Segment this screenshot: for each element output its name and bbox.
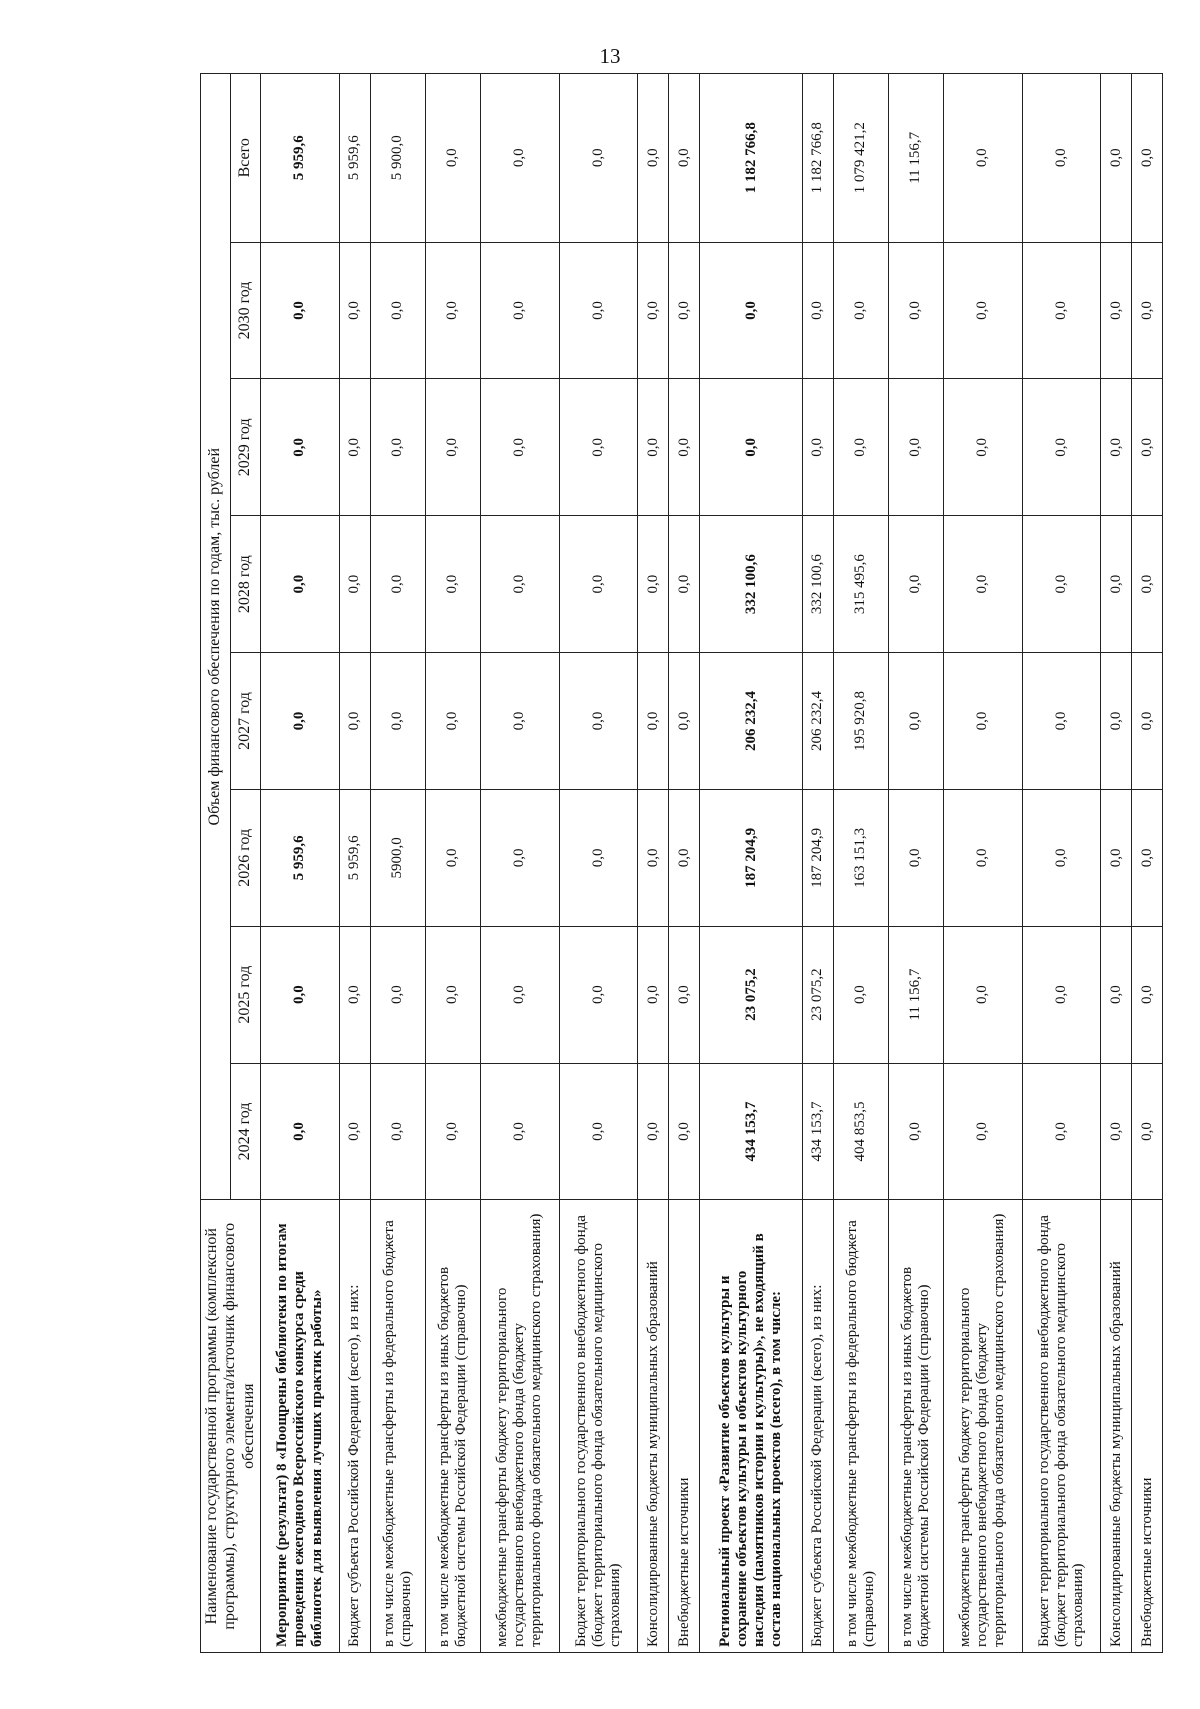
value-cell: 0,0 — [1022, 379, 1101, 516]
value-cell: 0,0 — [833, 379, 888, 516]
rotated-table-area — [200, 73, 1155, 1653]
header-year-2028: 2028 год — [231, 516, 261, 653]
value-cell: 0,0 — [1022, 516, 1101, 653]
value-cell: 0,0 — [669, 926, 700, 1063]
value-cell: 0,0 — [340, 1063, 371, 1200]
value-cell: 0,0 — [638, 789, 669, 926]
value-cell: 0,0 — [370, 1063, 425, 1200]
value-cell: 0,0 — [559, 789, 638, 926]
table-row — [480, 74, 559, 1653]
value-cell: 0,0 — [425, 516, 480, 653]
value-cell: 0,0 — [1022, 242, 1101, 379]
value-cell: 0,0 — [888, 653, 943, 790]
value-cell: 434 153,7 — [700, 1063, 803, 1200]
value-cell: 0,0 — [559, 74, 638, 243]
value-cell: 0,0 — [340, 516, 371, 653]
table-body — [261, 74, 1163, 1653]
value-cell: 0,0 — [1132, 74, 1163, 243]
rotated-table-wrapper — [200, 73, 1155, 1653]
value-cell: 332 100,6 — [803, 516, 834, 653]
table-row — [261, 74, 340, 1653]
row-name-cell: Внебюджетные источники — [1132, 1200, 1163, 1653]
value-cell: 23 075,2 — [700, 926, 803, 1063]
value-cell: 0,0 — [559, 926, 638, 1063]
value-cell: 0,0 — [669, 74, 700, 243]
value-cell: 0,0 — [943, 1063, 1022, 1200]
value-cell: 0,0 — [669, 1063, 700, 1200]
value-cell: 5900,0 — [370, 789, 425, 926]
value-cell: 0,0 — [943, 926, 1022, 1063]
value-cell: 0,0 — [370, 653, 425, 790]
value-cell: 0,0 — [833, 242, 888, 379]
header-name-cell: Наименование государственной программы (комплексной программы), структурного элемента/источник финансового обеспечения — [201, 1200, 261, 1653]
value-cell: 0,0 — [480, 516, 559, 653]
value-cell: 0,0 — [1022, 74, 1101, 243]
value-cell: 0,0 — [480, 926, 559, 1063]
row-name-cell: межбюджетные трансферты бюджету территориального государственного внебюджетного фонда (бюджету территориального фонда обязательного медицинского страхования) — [943, 1200, 1022, 1653]
value-cell: 0,0 — [261, 653, 340, 790]
value-cell: 0,0 — [1022, 926, 1101, 1063]
value-cell: 0,0 — [943, 789, 1022, 926]
value-cell: 0,0 — [1132, 653, 1163, 790]
header-year-2024: 2024 год — [231, 1063, 261, 1200]
value-cell: 0,0 — [669, 516, 700, 653]
value-cell: 0,0 — [480, 789, 559, 926]
value-cell: 0,0 — [943, 74, 1022, 243]
row-name-cell: Мероприятие (результат) 8 «Поощрены библиотеки по итогам проведения ежегодного Всероссийского конкурса среди библиотек для выявления лучших практик работы» — [261, 1200, 340, 1653]
value-cell: 0,0 — [340, 926, 371, 1063]
value-cell: 0,0 — [1101, 926, 1132, 1063]
value-cell: 0,0 — [559, 242, 638, 379]
value-cell: 163 151,3 — [833, 789, 888, 926]
value-cell: 5 959,6 — [340, 789, 371, 926]
value-cell: 0,0 — [1022, 789, 1101, 926]
header-row-group — [201, 74, 231, 1653]
value-cell: 0,0 — [261, 516, 340, 653]
value-cell: 315 495,6 — [833, 516, 888, 653]
value-cell: 1 182 766,8 — [700, 74, 803, 243]
row-name-cell: Бюджет субъекта Российской Федерации (всего), из них: — [340, 1200, 371, 1653]
value-cell: 0,0 — [888, 1063, 943, 1200]
value-cell: 23 075,2 — [803, 926, 834, 1063]
value-cell: 0,0 — [803, 379, 834, 516]
value-cell: 0,0 — [1022, 1063, 1101, 1200]
value-cell: 0,0 — [261, 242, 340, 379]
value-cell: 11 156,7 — [888, 926, 943, 1063]
value-cell: 206 232,4 — [700, 653, 803, 790]
value-cell: 0,0 — [261, 379, 340, 516]
value-cell: 0,0 — [480, 1063, 559, 1200]
value-cell: 0,0 — [425, 242, 480, 379]
table-row — [1132, 74, 1163, 1653]
table-row — [833, 74, 888, 1653]
value-cell: 0,0 — [370, 926, 425, 1063]
value-cell: 0,0 — [559, 379, 638, 516]
value-cell: 0,0 — [669, 242, 700, 379]
value-cell: 0,0 — [340, 242, 371, 379]
value-cell: 332 100,6 — [700, 516, 803, 653]
row-name-cell: Региональный проект «Развитие объектов культуры и сохранение объектов культуры и объектов культурного наследия (памятников истории и культуры)», не входящий в состав национальных проектов (всего), в том числе: — [700, 1200, 803, 1653]
value-cell: 0,0 — [1132, 516, 1163, 653]
row-name-cell: в том числе межбюджетные трансферты из иных бюджетов бюджетной системы Российской Федерации (справочно) — [888, 1200, 943, 1653]
value-cell: 0,0 — [669, 653, 700, 790]
value-cell: 187 204,9 — [700, 789, 803, 926]
table-row — [888, 74, 943, 1653]
value-cell: 0,0 — [1101, 242, 1132, 379]
row-name-cell: в том числе межбюджетные трансферты из федерального бюджета (справочно) — [370, 1200, 425, 1653]
value-cell: 0,0 — [425, 789, 480, 926]
value-cell: 0,0 — [370, 242, 425, 379]
value-cell: 0,0 — [1132, 1063, 1163, 1200]
row-name-cell: Бюджет территориального государственного внебюджетного фонда (бюджет территориального фонда обязательного медицинского страхования) — [1022, 1200, 1101, 1653]
value-cell: 0,0 — [638, 1063, 669, 1200]
row-name-cell: Внебюджетные источники — [669, 1200, 700, 1653]
value-cell: 11 156,7 — [888, 74, 943, 243]
value-cell: 0,0 — [888, 379, 943, 516]
value-cell: 206 232,4 — [803, 653, 834, 790]
row-name-cell: Консолидированные бюджеты муниципальных образований — [1101, 1200, 1132, 1653]
value-cell: 0,0 — [888, 789, 943, 926]
header-group-cell: Объем финансового обеспечения по годам, тыс. рублей — [201, 74, 231, 1200]
value-cell: 0,0 — [803, 242, 834, 379]
value-cell: 0,0 — [833, 926, 888, 1063]
table-row — [1101, 74, 1132, 1653]
value-cell: 0,0 — [669, 789, 700, 926]
table-row — [1022, 74, 1101, 1653]
value-cell: 0,0 — [340, 379, 371, 516]
value-cell: 5 959,6 — [340, 74, 371, 243]
value-cell: 0,0 — [1022, 653, 1101, 790]
value-cell: 1 182 766,8 — [803, 74, 834, 243]
value-cell: 0,0 — [943, 653, 1022, 790]
header-year-2025: 2025 год — [231, 926, 261, 1063]
value-cell: 0,0 — [1132, 789, 1163, 926]
row-name-cell: межбюджетные трансферты бюджету территориального государственного внебюджетного фонда (бюджету территориального фонда обязательного медицинского страхования) — [480, 1200, 559, 1653]
row-name-cell: Бюджет территориального государственного внебюджетного фонда (бюджет территориального фонда обязательного медицинского страхования) — [559, 1200, 638, 1653]
value-cell: 0,0 — [638, 653, 669, 790]
header-year-2029: 2029 год — [231, 379, 261, 516]
value-cell: 0,0 — [1101, 1063, 1132, 1200]
value-cell: 0,0 — [425, 379, 480, 516]
value-cell: 0,0 — [700, 242, 803, 379]
value-cell: 0,0 — [559, 1063, 638, 1200]
table-row — [638, 74, 669, 1653]
value-cell: 1 079 421,2 — [833, 74, 888, 243]
value-cell: 0,0 — [425, 926, 480, 1063]
value-cell: 0,0 — [559, 653, 638, 790]
value-cell: 0,0 — [370, 379, 425, 516]
value-cell: 0,0 — [261, 1063, 340, 1200]
row-name-cell: в том числе межбюджетные трансферты из федерального бюджета (справочно) — [833, 1200, 888, 1653]
value-cell: 0,0 — [425, 1063, 480, 1200]
value-cell: 5 900,0 — [370, 74, 425, 243]
value-cell: 0,0 — [700, 379, 803, 516]
value-cell: 0,0 — [1101, 516, 1132, 653]
table-row — [425, 74, 480, 1653]
value-cell: 5 959,6 — [261, 789, 340, 926]
table-row — [669, 74, 700, 1653]
header-year-2026: 2026 год — [231, 789, 261, 926]
value-cell: 0,0 — [638, 516, 669, 653]
value-cell: 0,0 — [888, 242, 943, 379]
table-row — [559, 74, 638, 1653]
value-cell: 0,0 — [943, 379, 1022, 516]
value-cell: 0,0 — [943, 516, 1022, 653]
value-cell: 0,0 — [638, 242, 669, 379]
table-row — [340, 74, 371, 1653]
row-name-cell: Консолидированные бюджеты муниципальных образований — [638, 1200, 669, 1653]
value-cell: 0,0 — [669, 379, 700, 516]
value-cell: 0,0 — [1101, 379, 1132, 516]
value-cell: 195 920,8 — [833, 653, 888, 790]
value-cell: 0,0 — [370, 516, 425, 653]
value-cell: 0,0 — [480, 653, 559, 790]
value-cell: 0,0 — [638, 379, 669, 516]
header-year-2027: 2027 год — [231, 653, 261, 790]
row-name-cell: Бюджет субъекта Российской Федерации (всего), из них: — [803, 1200, 834, 1653]
value-cell: 0,0 — [261, 926, 340, 1063]
value-cell: 0,0 — [943, 242, 1022, 379]
value-cell: 0,0 — [1132, 379, 1163, 516]
header-total: Всего — [231, 74, 261, 243]
value-cell: 0,0 — [480, 379, 559, 516]
table-row — [370, 74, 425, 1653]
financing-table — [200, 73, 1163, 1653]
value-cell: 0,0 — [888, 516, 943, 653]
value-cell: 0,0 — [1101, 789, 1132, 926]
value-cell: 0,0 — [1101, 74, 1132, 243]
value-cell: 434 153,7 — [803, 1063, 834, 1200]
value-cell: 0,0 — [425, 74, 480, 243]
table-row — [943, 74, 1022, 1653]
value-cell: 0,0 — [425, 653, 480, 790]
value-cell: 0,0 — [638, 74, 669, 243]
header-year-2030: 2030 год — [231, 242, 261, 379]
value-cell: 0,0 — [1132, 242, 1163, 379]
page-number: 13 — [599, 44, 621, 68]
value-cell: 0,0 — [480, 242, 559, 379]
value-cell: 0,0 — [559, 516, 638, 653]
table-row — [803, 74, 834, 1653]
value-cell: 5 959,6 — [261, 74, 340, 243]
value-cell: 0,0 — [1101, 653, 1132, 790]
value-cell: 0,0 — [638, 926, 669, 1063]
value-cell: 0,0 — [480, 74, 559, 243]
row-name-cell: в том числе межбюджетные трансферты из иных бюджетов бюджетной системы Российской Федерации (справочно) — [425, 1200, 480, 1653]
table-row — [700, 74, 803, 1653]
value-cell: 404 853,5 — [833, 1063, 888, 1200]
value-cell: 187 204,9 — [803, 789, 834, 926]
value-cell: 0,0 — [1132, 926, 1163, 1063]
value-cell: 0,0 — [340, 653, 371, 790]
